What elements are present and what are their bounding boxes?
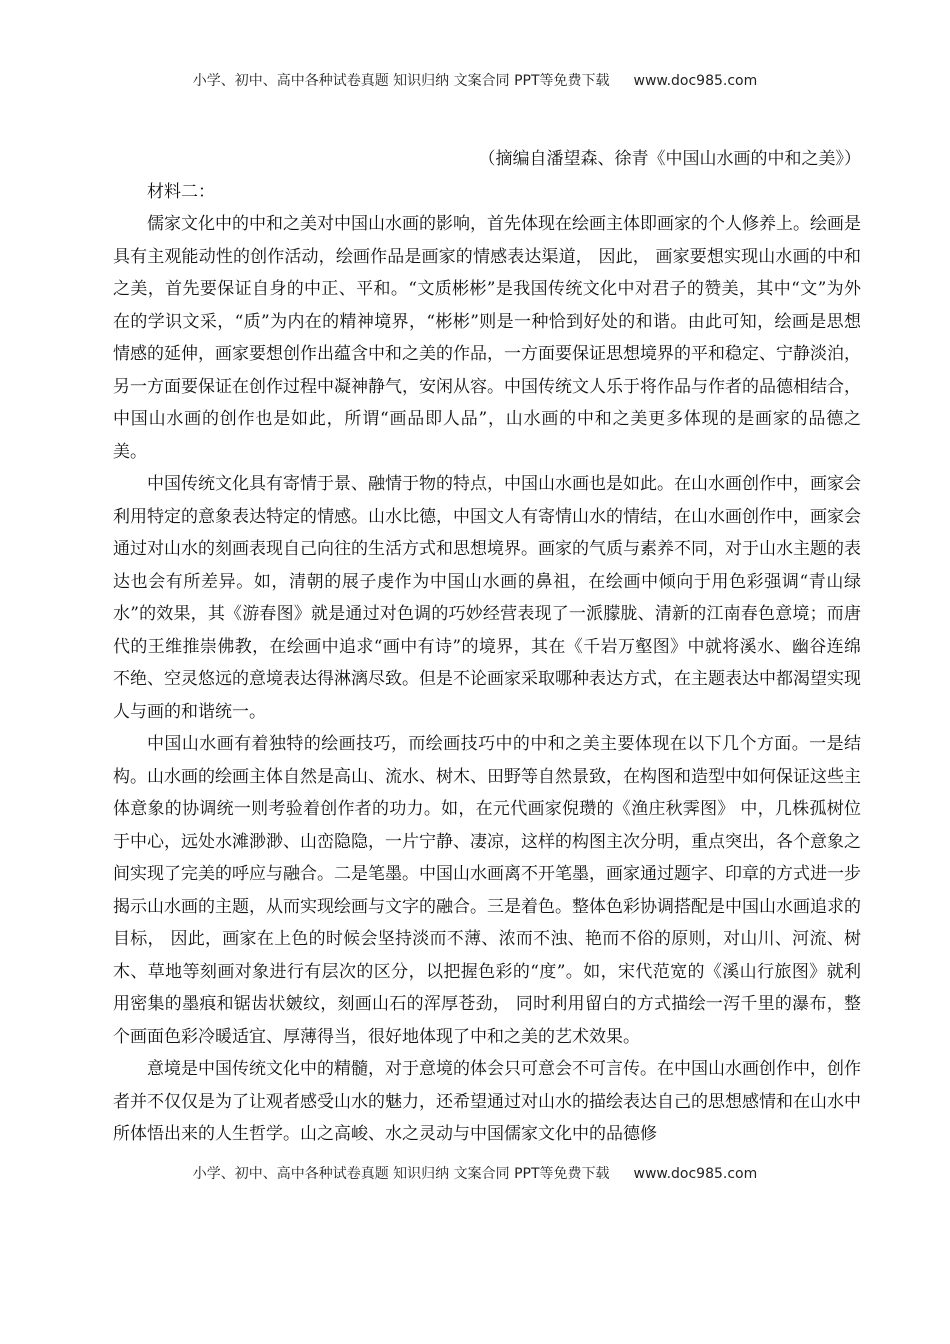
footer-text: 小学、初中、高中各种试卷真题 知识归纳 文案合同 PPT等免费下载 — [192, 1166, 610, 1182]
page-header — [0, 70, 950, 90]
page-footer — [0, 1163, 950, 1183]
document-body — [113, 143, 861, 1151]
paragraph: 儒家文化中的中和之美对中国山水画的影响，首先体现在绘画主体即画家的个人修养上。绘画是具有主观能动性的创作活动，绘画作品是画家的情感表达渠道， 因此， 画家要想实现山水画的中和之美，首先要保证自身的中正、平和。“文质彬彬”是我国传统文化中对君子的赞美，其中“文”为外在的学识文采，“质”为内在的精神境界，“彬彬”则是一种恰到好处的和谐。由此可知，绘画是思想情感的延伸，画家要想创作出蕴含中和之美的作品，一方面要保证思想境界的平和稳定、宁静淡泊，另一方面要保证在创作过程中凝神静气，安闲从容。中国传统文人乐于将作品与作者的品德相结合，中国山水画的创作也是如此，所谓“画品即人品”，山水画的中和之美更多体现的是画家的品德之美。 — [113, 214, 861, 462]
header-site-link[interactable]: www.doc985.com — [633, 73, 758, 89]
section-label: 材料二： — [147, 181, 215, 202]
source-citation: （摘编自潘望森、徐青《中国山水画的中和之美》） — [478, 149, 861, 169]
paragraph: 中国山水画有着独特的绘画技巧，而绘画技巧中的中和之美主要体现在以下几个方面。一是结构。山水画的绘画主体自然是高山、流水、树木、田野等自然景致，在构图和造型中如何保证这些主体意象的协调统一则考验着创作者的功力。如，在元代画家倪瓒的《渔庄秋霁图》 中，几株孤树位于中心，远处水滩渺渺、山峦隐隐，一片宁静、凄凉，这样的构图主次分明，重点突出，各个意象之间实现了完美的呼应与融合。二是笔墨。中国山水画离不开笔墨，画家通过题字、印章的方式进一步揭示山水画的主题，从而实现绘画与文字的融合。三是着色。整体色彩协调搭配是中国山水画追求的目标， 因此，画家在上色的时候会坚持淡而不薄、浓而不浊、艳而不俗的原则，对山川、河流、树木、草地等刻画对象进行有层次的区分，以把握色彩的“度”。如，宋代范宽的《溪山行旅图》就利用密集的墨痕和锯齿状皴纹，刻画山石的浑厚苍劲， 同时利用留白的方式描绘一泻千里的瀑布，整个画面色彩冷暖适宜、厚薄得当，很好地体现了中和之美的艺术效果。 — [113, 734, 861, 1047]
paragraph: 中国传统文化具有寄情于景、融情于物的特点，中国山水画也是如此。在山水画创作中，画家会利用特定的意象表达特定的情感。山水比德，中国文人有寄情山水的情结，在山水画创作中，画家会通过对山水的刻画表现自己向往的生活方式和思想境界。画家的气质与素养不同，对于山水主题的表达也会有所差异。如，清朝的展子虔作为中国山水画的鼻祖，在绘画中倾向于用色彩强调“青山绿水”的效果，其《游春图》就是通过对色调的巧妙经营表现了一派朦胧、清新的江南春色意境；而唐代的王维推崇佛教，在绘画中追求“画中有诗”的境界，其在《千岩万壑图》中就将溪水、幽谷连绵不绝、空灵悠远的意境表达得淋漓尽致。但是不论画家采取哪种表达方式，在主题表达中都渴望实现人与画的和谐统一。 — [113, 474, 861, 722]
paragraph: 意境是中国传统文化中的精髓，对于意境的体会只可意会不可言传。在中国山水画创作中，创作者并不仅仅是为了让观者感受山水的魅力，还希望通过对山水的描绘表达自己的思想感情和在山水中所体悟出来的人生哲学。山之高峻、水之灵动与中国儒家文化中的品德修 — [113, 1059, 861, 1144]
header-text: 小学、初中、高中各种试卷真题 知识归纳 文案合同 PPT等免费下载 — [192, 73, 610, 89]
footer-site-link[interactable]: www.doc985.com — [633, 1166, 758, 1182]
